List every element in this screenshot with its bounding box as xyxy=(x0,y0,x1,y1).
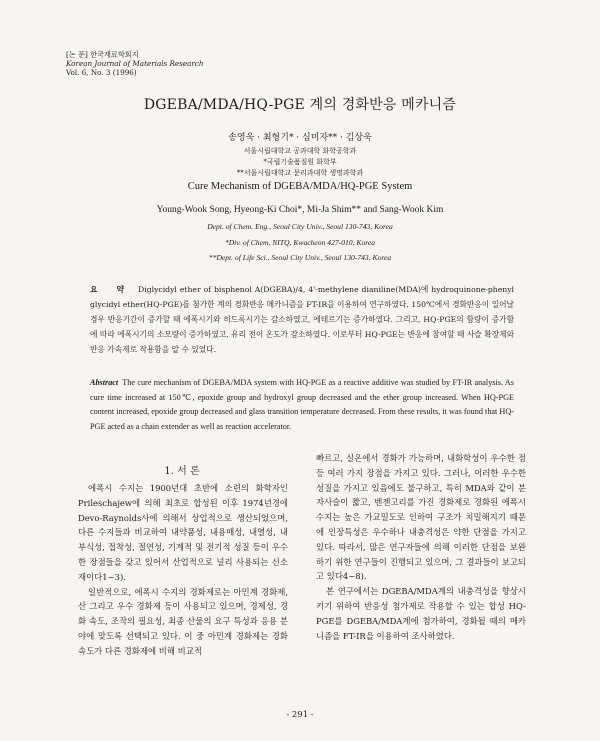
paper-title-korean: DGEBA/MDA/HQ-PGE 계의 경화반응 메카니즘 xyxy=(143,97,457,113)
intro-paragraph-1: 에폭시 수지는 1900년대 초반에 소련의 화학자인 Prileschajew에 의해 최초로 합성된 이후 1974년경에 Devo-Raynolds사에 의해서 상업적으로 생산되었으며, 다른 수지들과 비교하여 내약품성, 내용매성, 내열성, 내부식성, 접착성, 절연성, 기계적 및 전기적 성질 등이 우수한 장점들을 갖고 있어서 산업적으로 널리 사용되는 신소재이다1~3). xyxy=(78,483,288,582)
abstract-korean xyxy=(90,282,514,357)
intro-paragraph-2: 일반적으로, 에폭시 수지의 경화제로는 아민계 경화제, 산 그리고 우수 경화제 등이 사용되고 있으며, 경제성, 경화 속도, 조작의 필요성, 최종 산물의 요구 특성과 응용 분야에 맞도록 선택되고 있다. 이 중 아민계 경화제는 경화 속도가 다른 경화제에 비해 비교적 xyxy=(78,586,288,656)
abstract-english xyxy=(90,376,514,434)
affiliation-en-3: **Dept. of Life Sci., Seoul City Univ., Seoul 130-743, Korea xyxy=(208,253,392,262)
authors-english: Young-Wook Song, Hyeong-Ki Choi*, Mi-Ja Shim** and Sang-Wook Kim xyxy=(156,205,444,215)
affiliation-ko-3: **서울시립대학교 문리과대학 생명과학과 xyxy=(236,169,364,177)
abstract-english-text: The cure mechanism of DGEBA/MDA system with HQ-PGE as a reactive additive was studied by FT-IR analysis. As cure time increased at 150℃, epoxide group and hydroxyl group decreased and the ether group increased. When HQ-PGE content increased, epoxide group decreased and glass transition temperature decreased. From these results, it was found that HQ-PGE acted as a chain extender as well as reaction accelerator. xyxy=(90,378,514,431)
affiliation-en-2: *Div. of Chem, NITQ, Kwacheon 427-010, Korea xyxy=(224,238,376,247)
journal-line-2: Korean Journal of Materials Research xyxy=(66,59,204,68)
page-number: - 291 - xyxy=(286,710,314,720)
authors-korean: 송영욱 · 최형기* · 심미자** · 김상욱 xyxy=(228,133,372,143)
body-column-left xyxy=(78,481,288,659)
journal-header xyxy=(66,50,204,77)
abstract-korean-label: 요 약 xyxy=(90,285,133,294)
affiliation-ko-1: 서울시립대학교 공과대학 화학공학과 xyxy=(243,147,357,155)
body-column-right xyxy=(316,451,526,643)
intro-paragraph-3: 빠르고, 실온에서 경화가 가능하며, 내화학성이 우수한 점 등 여러 가지 장점을 가지고 있다. 그러나, 이러한 우수한 성질을 가지고 있음에도 불구하고, 특히 MDA와 같이 분자사슬이 짧고, 벤젠고리를 가진 경화제로 경화된 에폭시 수지는 높은 가교밀도로 인하여 구조가 치밀해지기 때문에 인장특성은 우수하나 내충격성은 약한 단점을 가지고 있다. 따라서, 많은 연구자들에 의해 이러한 단점을 보완하기 위한 연구들이 진행되고 있으며, 그 결과들이 보고되고 있다4~8). xyxy=(316,453,526,582)
intro-paragraph-4: 본 연구에서는 DGEBA/MDA계의 내충격성을 향상시키기 위하여 반응성 첨가제로 작용할 수 있는 합성 HQ-PGE를 DGEBA/MDA계에 첨가하여, 경화될 때의 메카니즘을 FT-IR을 이용하여 조사하였다. xyxy=(316,586,526,641)
affiliation-ko-2: *국립기술품질원 화학부 xyxy=(263,158,337,166)
abstract-korean-text: Diglycidyl ether of bisphenol A(DGEBA)/4, 4'-methylene dianiline(MDA)에 hydroquinone-phenyl glycidyl ether(HQ-PGE)를 첨가한 계의 경화반응 메카니즘을 FT-IR을 이용하여 연구하였다. 150℃에서 경화반응이 일어날 경우 반응기간이 증가할 때 에폭시기와 히드록시기는 감소하였고, 에테르기는 증가하였다. 그리고, HQ-PGE의 함량이 증가함에 따라 에폭시기의 소모량이 증가하였고, 유리 전이 온도가 감소하였다. 이로부터 HQ-PGE는 반응에 참여할 때 사슬 확장제와 반응 가속제로 작용함을 알 수 있었다. xyxy=(90,285,515,354)
affiliation-en-1: Dept. of Chem. Eng., Seoul City Univ., Seoul 130-743, Korea xyxy=(207,222,393,231)
section-heading-introduction: 1. 서 론 xyxy=(164,466,200,477)
abstract-english-label: Abstract xyxy=(90,378,119,387)
journal-line-3: Vol. 6, No. 3 (1996) xyxy=(66,68,137,77)
journal-line-1: [논 문] 한국재료학회지 xyxy=(66,50,139,59)
paper-title-english: Cure Mechanism of DGEBA/MDA/HQ-PGE System xyxy=(187,181,413,192)
